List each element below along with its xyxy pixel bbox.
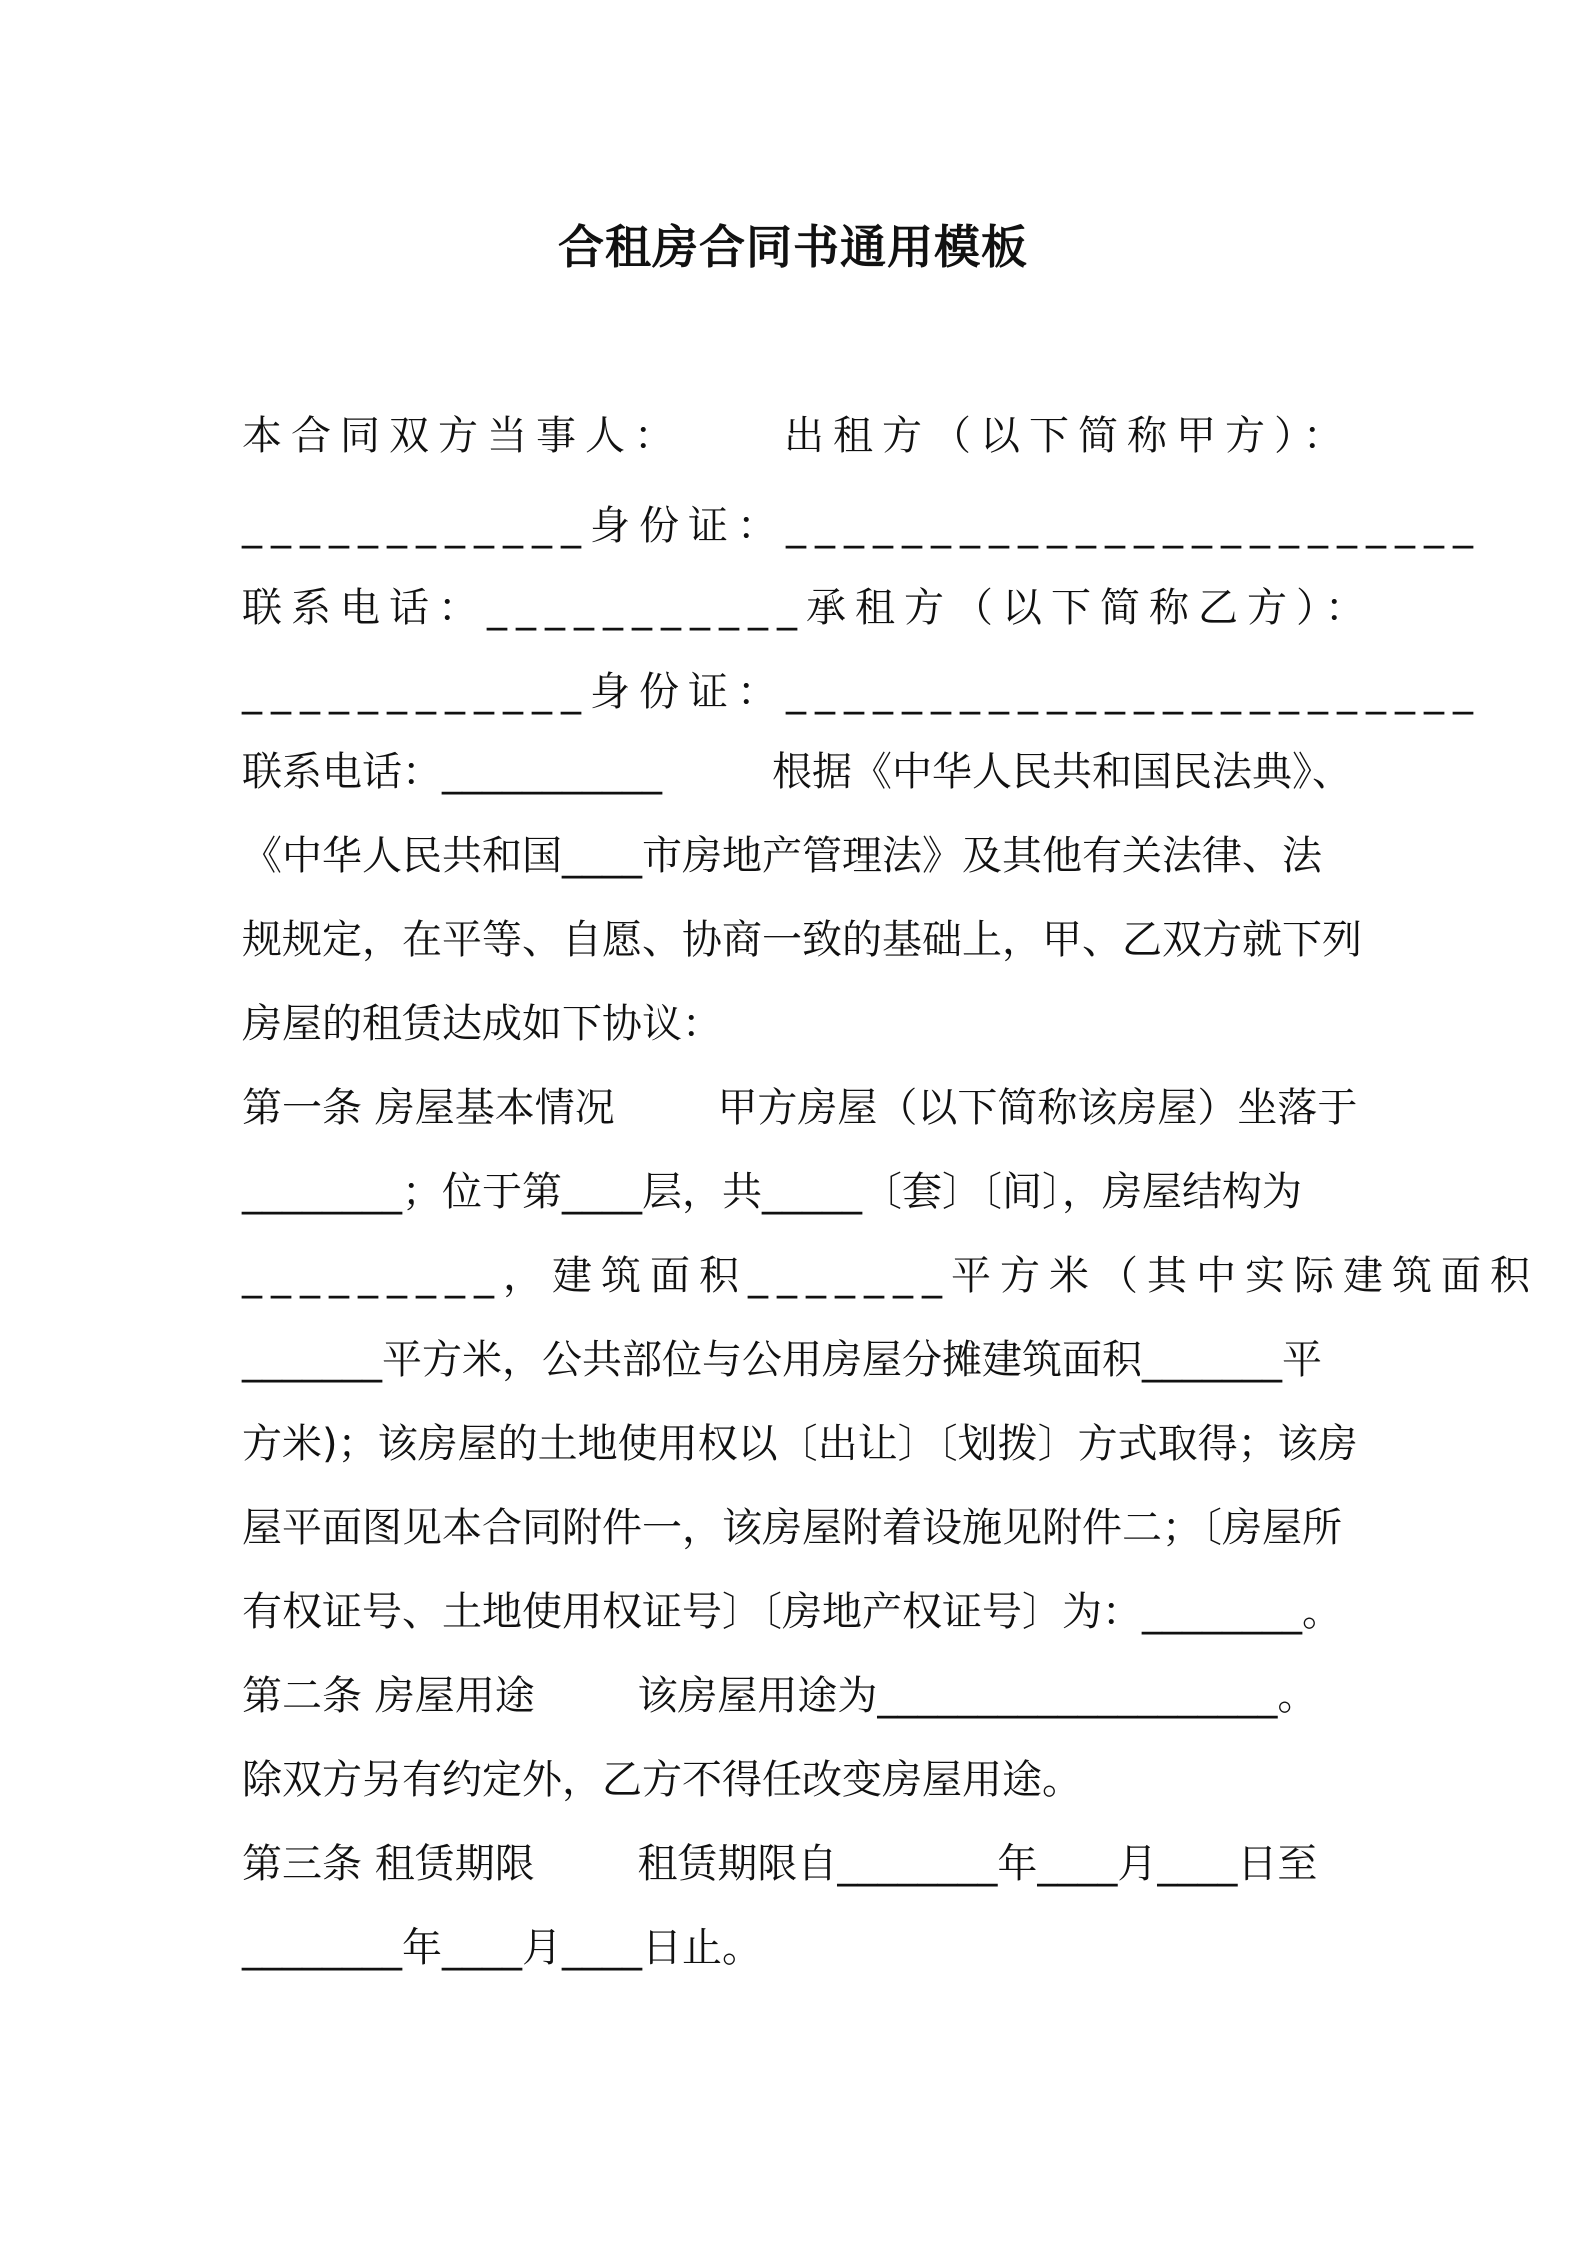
article-3-line-2 — [242, 1906, 1352, 1990]
paragraph-text: 房屋的租赁达成如下协议： — [242, 1001, 722, 1047]
lessor-phone: 联系电话：___________ — [242, 585, 806, 631]
lessee-label: 承租方（以下简称乙方）： — [806, 585, 1374, 631]
article-1-line-3 — [242, 1234, 1539, 1318]
article-1-text: 甲方房屋（以下简称该房屋）坐落于 — [717, 1085, 1358, 1131]
paragraph-text: _________，建筑面积_______平方米（其中实际建筑面积 — [242, 1253, 1539, 1299]
article-1-heading-line — [242, 1066, 1358, 1150]
parties-label: 本合同双方当事人： — [242, 413, 683, 459]
legal-basis-line-4 — [242, 982, 1352, 1066]
paragraph-text: 规规定，在平等、自愿、协商一致的基础上，甲、乙双方就下列 — [242, 917, 1362, 963]
lessor-id-line — [242, 484, 1482, 568]
paragraph-text: 屋平面图见本合同附件一，该房屋附着设施见附件二；〔房屋所 — [242, 1505, 1342, 1551]
paragraph-text: 有权证号、土地使用权证号〕〔房地产权证号〕为：________。 — [242, 1589, 1342, 1635]
paragraph-text: ________年____月____日止。 — [242, 1925, 762, 1971]
parties-intro-line — [242, 394, 1352, 478]
article-2-heading-line — [242, 1654, 1352, 1738]
legal-basis-line-2 — [242, 814, 1352, 898]
article-1-line-5 — [242, 1402, 1358, 1486]
lessee-id-label: 身份证： — [590, 669, 786, 715]
article-2-heading: 第二条 房屋用途 — [242, 1673, 535, 1719]
paragraph-text: 除双方另有约定外，乙方不得任改变房屋用途。 — [242, 1757, 1082, 1803]
article-3-heading: 第三条 租赁期限 — [242, 1841, 535, 1887]
paragraph-text: 《中华人民共和国____市房地产管理法》及其他有关法律、法 — [242, 833, 1322, 879]
article-1-line-7 — [242, 1570, 1352, 1654]
paragraph-text: 方米)；该房屋的土地使用权以〔出让〕〔划拨〕方式取得；该房 — [242, 1421, 1358, 1467]
paragraph-text: _______平方米，公共部位与公用房屋分摊建筑面积_______平 — [242, 1337, 1322, 1383]
lessor-id-blank: ________________________ — [786, 503, 1482, 549]
article-1-line-2 — [242, 1150, 1352, 1234]
article-1-line-4 — [242, 1318, 1352, 1402]
lessee-id-line — [242, 650, 1482, 734]
paragraph-text: ________；位于第____层，共_____〔套〕〔间〕，房屋结构为 — [242, 1169, 1302, 1215]
article-2-text: 该房屋用途为____________________。 — [637, 1673, 1318, 1719]
document-title: 合租房合同书通用模板 — [558, 220, 1028, 274]
legal-basis-start: 根据《中华人民共和国民法典》、 — [772, 749, 1352, 795]
legal-basis-line-3 — [242, 898, 1362, 982]
lessor-name-blank: ____________ — [242, 503, 590, 549]
lessee-name-blank: ____________ — [242, 669, 590, 715]
article-3-heading-line — [242, 1822, 1352, 1906]
article-1-line-6 — [242, 1486, 1352, 1570]
lessee-phone-line — [242, 730, 1352, 814]
lessor-phone-line — [242, 566, 1374, 650]
lessor-id-label: 身份证： — [590, 503, 786, 549]
article-2-line-2 — [242, 1738, 1352, 1822]
article-3-text: 租赁期限自________年____月____日至 — [637, 1841, 1318, 1887]
lessee-phone: 联系电话：___________ — [242, 749, 662, 795]
lessee-id-blank: ________________________ — [786, 669, 1482, 715]
lessor-label: 出租方（以下简称甲方）： — [784, 413, 1352, 459]
article-1-heading: 第一条 房屋基本情况 — [242, 1085, 615, 1131]
